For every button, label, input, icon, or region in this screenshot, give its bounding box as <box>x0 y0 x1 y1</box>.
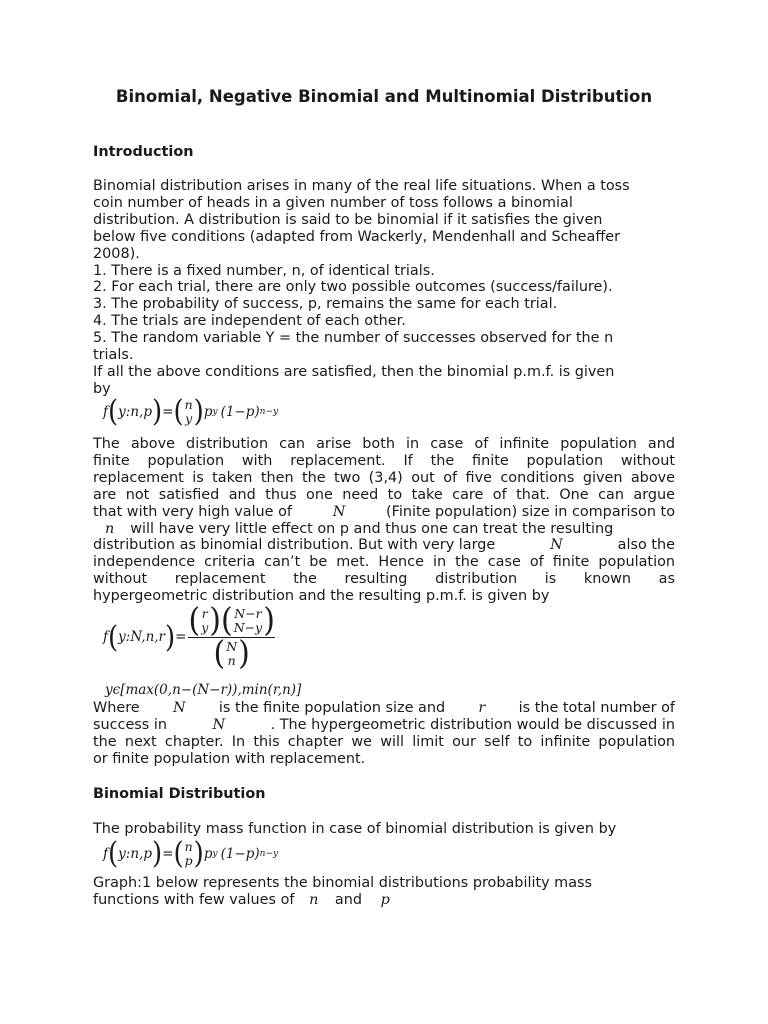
text-line: distribution. A distribution is said to be binomial if it satisfies the given <box>93 211 603 228</box>
text-line: coin number of heads in a given number of toss follows a binomial <box>93 194 573 211</box>
text-line: 2008). <box>93 245 140 262</box>
binomial-pmf-intro: The probability mass function in case of binomial distribution is given by <box>93 821 617 837</box>
condition-item: 2. For each trial, there are only two possible outcomes (success/failure). <box>93 279 613 296</box>
intro-paragraph <box>93 178 675 398</box>
condition-item: 4. The trials are independent of each other. <box>93 313 406 330</box>
justified-word-line: without replacement the resulting distribution is known as <box>93 571 675 588</box>
graph-description: Graph:1 below represents the binomial distributions probability mass functions with few values of n and p <box>93 875 593 908</box>
hypergeometric-fraction: ( r y ) ( N−r N−y ) ( N n ) <box>188 601 275 673</box>
condition-item: 5. The random variable Y = the number of successes observed for the n <box>93 330 614 347</box>
binomial-coefficient: N−r N−y <box>233 606 263 635</box>
binomial-pmf-equation: f ( y:n,p ) = ( n y ) p y (1−p) n−y <box>103 394 279 430</box>
hypergeometric-support: yϵ[max(0,n−(N−r)),min(r,n)] <box>105 682 302 698</box>
binomial-coefficient: r y <box>201 606 209 635</box>
text-line: If all the above conditions are satisfied, then the binomial p.m.f. is given <box>93 363 615 380</box>
section-heading-introduction: Introduction <box>93 144 194 160</box>
binomial-coefficient: N n <box>226 639 238 668</box>
paragraph-where: Where N is the finite population size and r is the total number of success in N . The hypergeometric distribution would be discussed in the next chapter. In this chapter we will limit our self to infinite population or finite population with replacement. <box>93 700 675 767</box>
binomial-coefficient: n y <box>184 397 193 426</box>
binomial-coefficient: n p <box>184 839 193 868</box>
condition-item-continued: trials. <box>93 347 134 364</box>
text-line: by <box>93 380 111 397</box>
condition-item: 1. There is a fixed number, n, of identical trials. <box>93 262 435 279</box>
paragraph-finite-population: The above distribution can arise both in case of infinite population and finite population with replacement. If the finite population without replacement is taken then the two (3,4) out of five conditions given above are not satisfied and thus one need to take care of that. One can argue that with very high value of N (Finite population) size in comparison to n will have very little effect on p and thus one can treat the resulting distribution as binomial distribution. But with very large N also the independence criteria can’t be met. Hence in the case of finite population without replacement the resulting distribution is known as hypergeometric distribution and the resulting p.m.f. is given by <box>93 436 675 605</box>
binomial-pmf-equation-2: f ( y:n,p ) = ( n p ) p y (1−p) n−y <box>103 836 279 872</box>
section-heading-binomial-distribution: Binomial Distribution <box>93 786 266 802</box>
text-line: below five conditions (adapted from Wackerly, Mendenhall and Scheaffer <box>93 228 621 245</box>
hypergeometric-pmf-equation: f ( y:N,n,r ) = ( r y ) ( N−r N−y ) ( N n ) <box>103 601 275 673</box>
text-line: Binomial distribution arises in many of the real life situations. When a toss <box>93 178 630 194</box>
condition-item: 3. The probability of success, p, remains the same for each trial. <box>93 296 558 313</box>
document-title: Binomial, Negative Binomial and Multinomial Distribution <box>115 87 653 106</box>
